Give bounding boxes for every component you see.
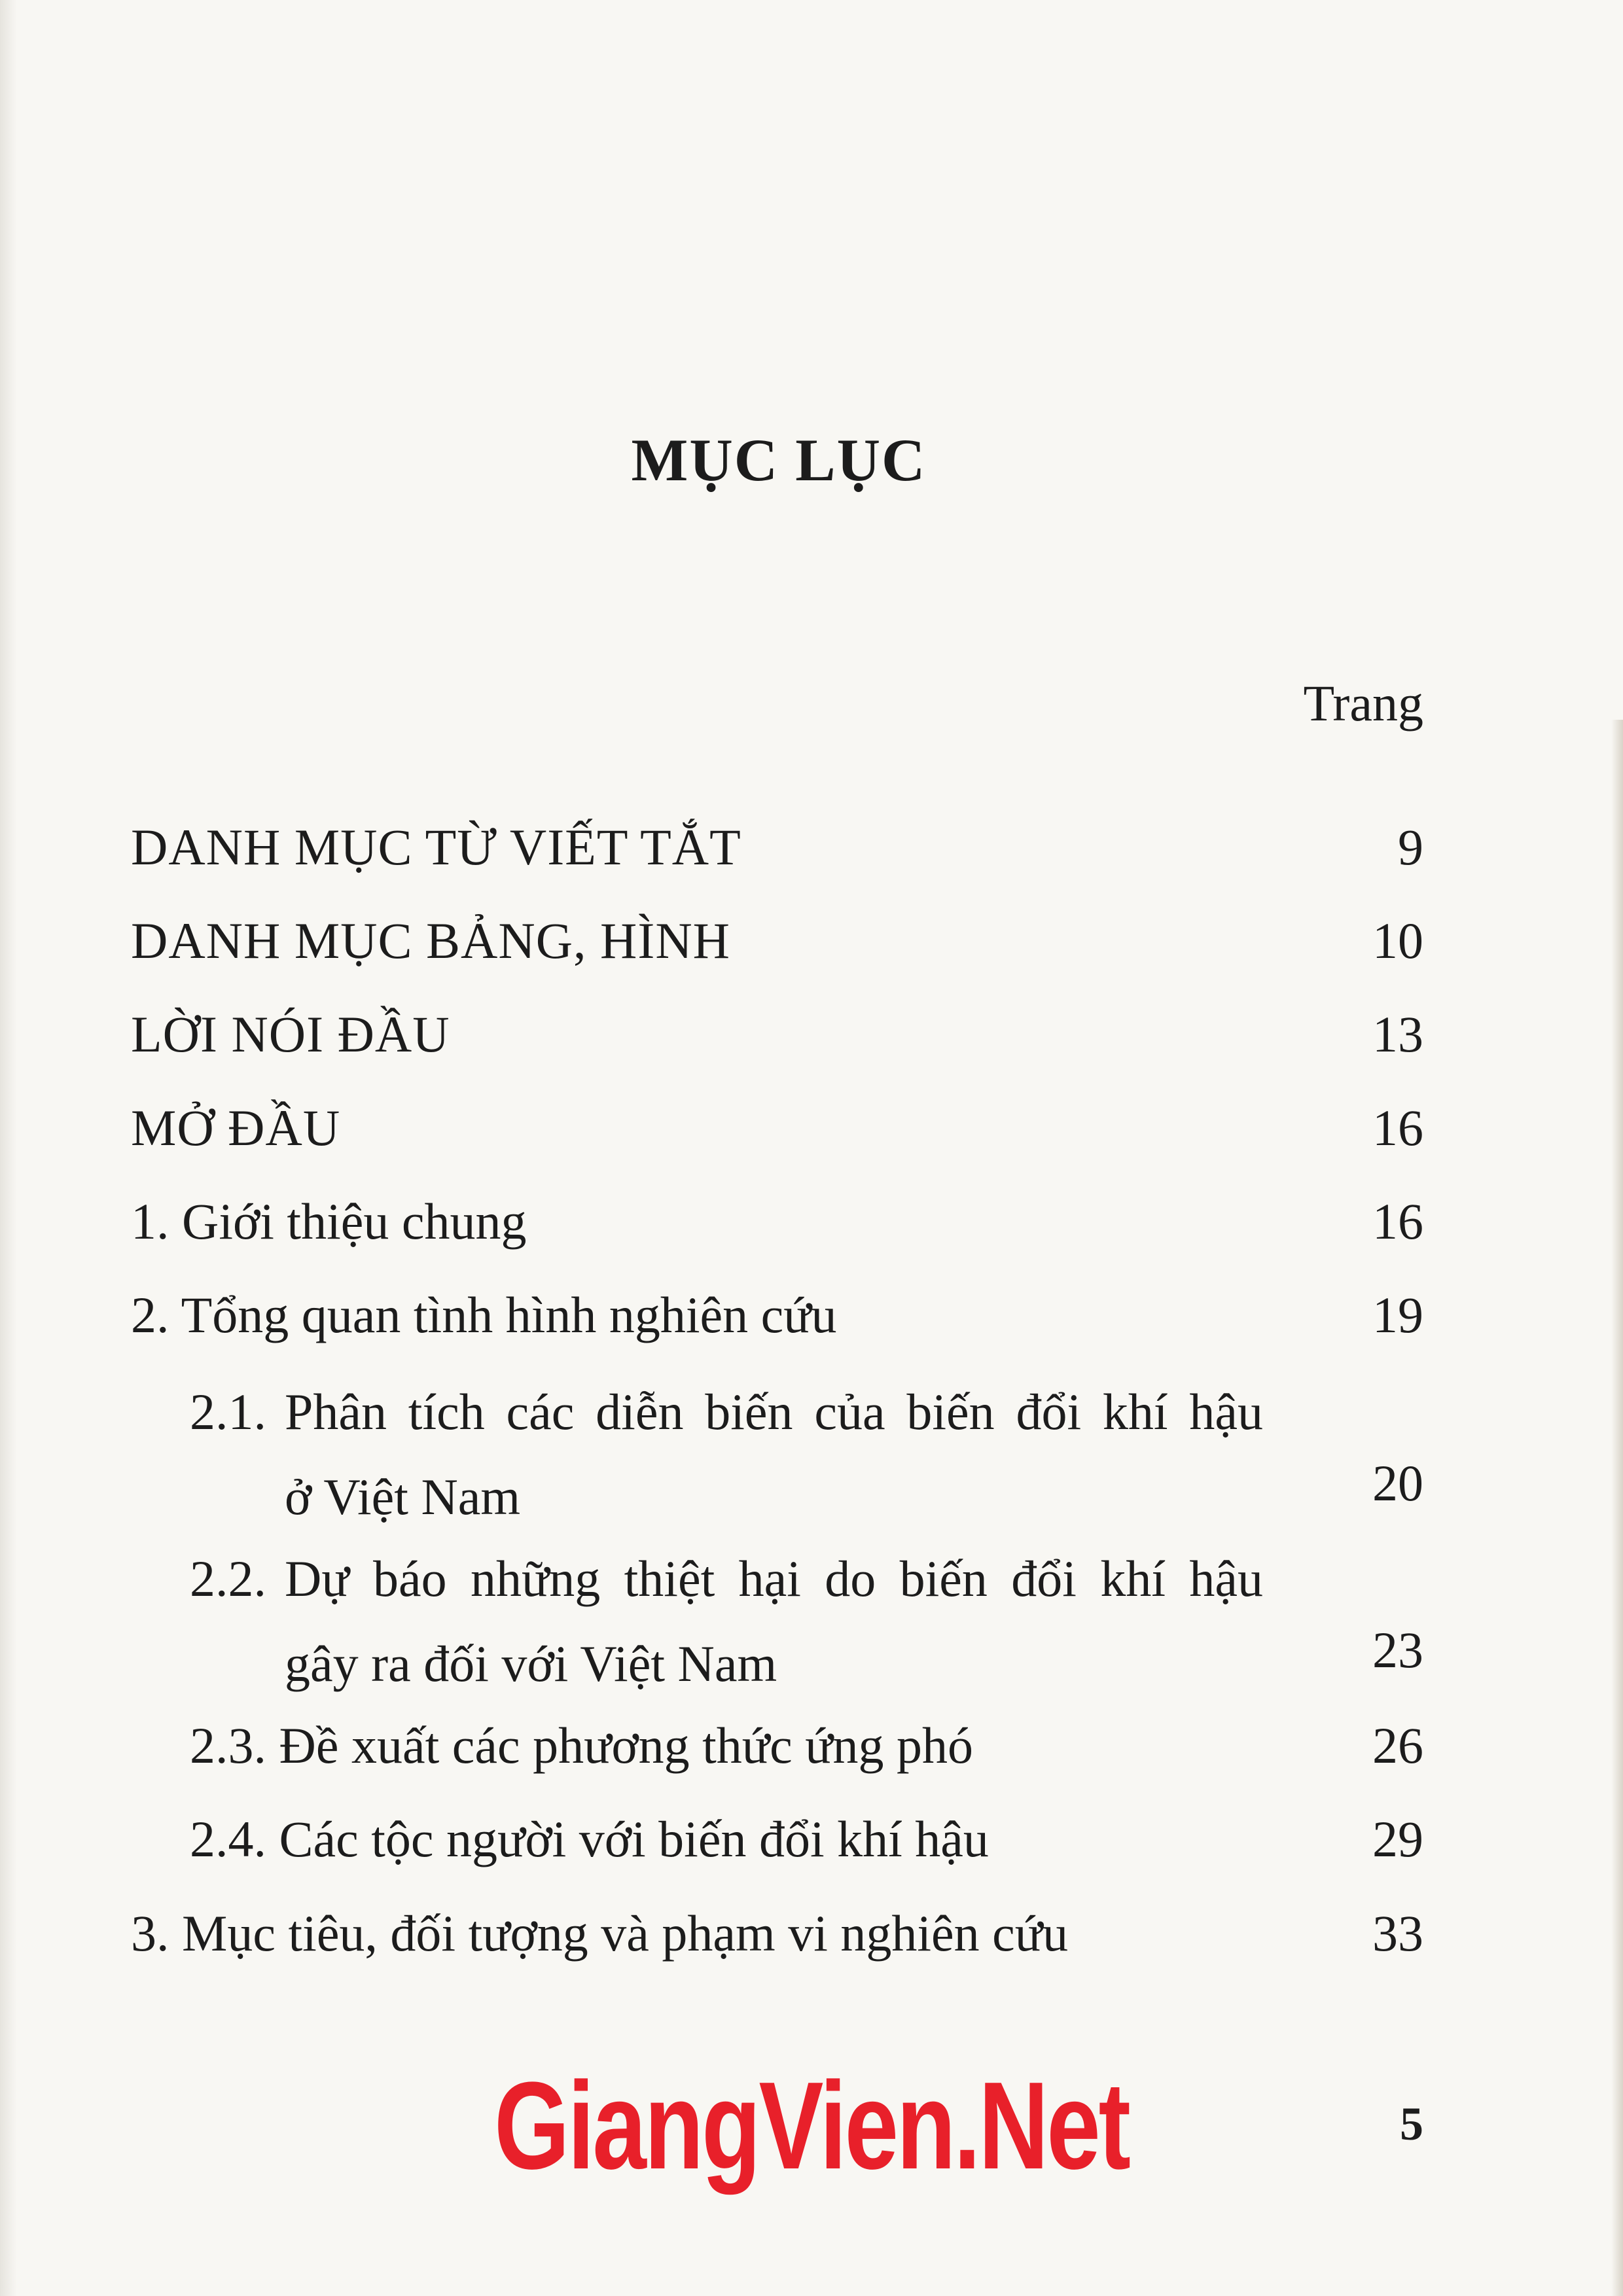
page-column-header: Trang — [1303, 675, 1423, 732]
toc-entry-text-line: gây ra đối với Việt Nam — [285, 1635, 777, 1692]
toc-page-number: 20 — [1372, 1455, 1423, 1511]
toc-entry-preface: LỜI NÓI ĐẦU — [131, 1006, 450, 1063]
page-title: MỤC LỤC — [631, 427, 927, 493]
toc-page-number: 10 — [1372, 912, 1423, 969]
page-edge-right-shadow — [1611, 720, 1623, 2296]
toc-entry-research-overview: 2. Tổng quan tình hình nghiên cứu — [131, 1286, 837, 1343]
toc-page-number: 9 — [1398, 819, 1423, 875]
toc-page-number: 23 — [1372, 1621, 1423, 1678]
toc-entry-number: 2.2. — [190, 1550, 266, 1607]
toc-page-number: 13 — [1372, 1006, 1423, 1063]
toc-entry-general-intro: 1. Giới thiệu chung — [131, 1193, 527, 1250]
toc-entry-2-3: 2.3. Đề xuất các phương thức ứng phó — [190, 1717, 973, 1774]
toc-entry-abbreviations: DANH MỤC TỪ VIẾT TẮT — [131, 819, 741, 875]
toc-page-number: 16 — [1372, 1193, 1423, 1250]
toc-entry-text-line: Dự báo những thiệt hại do biến đổi khí hậu — [285, 1550, 1263, 1607]
toc-entry-number: 2.1. — [190, 1383, 266, 1440]
page-folio: 5 — [1400, 2098, 1423, 2150]
toc-page-number: 19 — [1372, 1286, 1423, 1343]
toc-page-number: 16 — [1372, 1099, 1423, 1156]
toc-entry-2-4: 2.4. Các tộc người với biến đổi khí hậu — [190, 1810, 989, 1867]
toc-entry-text-line: ở Việt Nam — [285, 1468, 521, 1525]
toc-entry-text-line: Phân tích các diễn biến của biến đổi khí hậu — [285, 1383, 1263, 1440]
toc-entry-2-2 — [190, 1536, 1263, 1706]
toc-page-number: 33 — [1372, 1905, 1423, 1962]
toc-page-number: 29 — [1372, 1810, 1423, 1867]
toc-entry-tables-figures: DANH MỤC BẢNG, HÌNH — [131, 912, 730, 969]
toc-entry-2-1 — [190, 1369, 1263, 1540]
toc-entry-introduction: MỞ ĐẦU — [131, 1099, 341, 1156]
toc-entry-objectives: 3. Mục tiêu, đối tượng và phạm vi nghiên cứu — [131, 1905, 1069, 1962]
watermark: GiangVien.Net — [494, 2057, 1129, 2195]
page-edge-left-shadow — [0, 0, 17, 2296]
toc-page-number: 26 — [1372, 1717, 1423, 1774]
